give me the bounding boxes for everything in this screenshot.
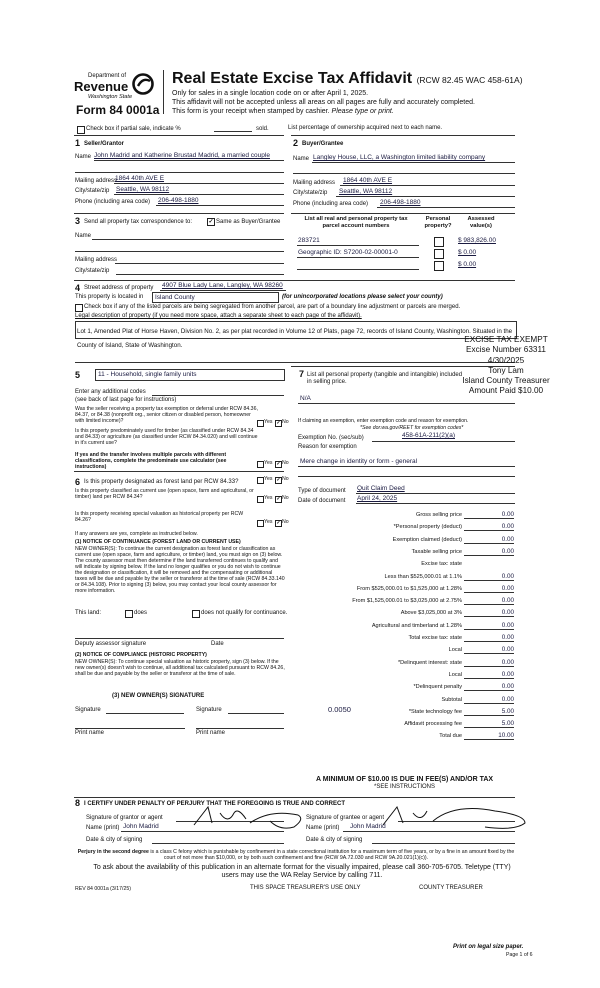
tax-row-value[interactable]: 0.00 xyxy=(464,548,514,556)
land-does-checkbox[interactable] xyxy=(125,610,133,618)
sec6-q2-yes-label: Yes xyxy=(264,495,273,501)
tax-row-label: *Delinquent penalty xyxy=(413,684,462,691)
notice1-body: NEW OWNER(S): To continue the current designation as forest land or classification as current use (open space, farm and agriculture, or timber) land, you must sign on (3) below. The county assessor must then determine if the land transferred continues to qualify and will indicate by signing below. If the land no longer qualifies or you do not wish to continue the designation or classification, it will be removed and the compensating or additional taxes will be due and payable by the seller or transferor at the time of sale (RCW 84.33.140 or 84.34.108). Prior to signing (3) below, you may contact your local county assessor for more information. xyxy=(75,546,285,594)
buyer-name-line xyxy=(312,162,515,163)
parcels-h3: Assessed value(s) xyxy=(467,216,495,229)
county-treasurer: COUNTY TREASURER xyxy=(419,885,483,891)
sec6-q1: Is this property designated as forest land per RCW 84.33? xyxy=(84,479,239,485)
tax-row-label: Gross selling price xyxy=(415,512,462,518)
tax-row-value[interactable]: 0.00 xyxy=(464,536,514,544)
tax-row-value[interactable]: 5.00 xyxy=(464,708,514,716)
perjury-text: is a class C felony which is punishable by confinement in a state correctional institution for a maximum term of five years, or by a fine in an amount fixed by the court of not more than $10,000, or by both such confinement and fine (RCW 9A.72.030 and RCW 9A.20.021(1)(c)). xyxy=(148,849,515,861)
notice2-body: NEW OWNER(S): To continue special valuation as historic property, sign (3) below. If the new owner(s) doesn't wish to continue, all additional tax calculated pursuant to RCW 84.26, shall be due and payable by the seller or transferor at the time of sale. xyxy=(75,659,285,677)
tax-row-label: Local xyxy=(448,647,462,654)
stamp-line4: Tony Lam xyxy=(488,365,524,375)
parcel-row-1: 283721 xyxy=(298,237,320,244)
grantee-signature-scribble xyxy=(375,801,545,835)
perjury-bold: Perjury in the second degree xyxy=(77,849,149,855)
grantee-name-value: John Madrid xyxy=(350,823,386,830)
tax-row-value[interactable]: 0.00 xyxy=(464,609,514,617)
tax-row-label: *Personal property (deduct) xyxy=(393,524,462,531)
grantor-date-label: Date & city of signing xyxy=(86,837,143,843)
form-title-ref: (RCW 82.45 WAC 458-61A) xyxy=(416,75,523,85)
sec5-q2-no[interactable]: ✓ xyxy=(276,461,281,467)
tax-row-label: Affidavit processing fee xyxy=(404,721,462,728)
tax-row-value[interactable]: 10.00 xyxy=(464,732,514,740)
legal-paper-note: Print on legal size paper. xyxy=(453,944,524,950)
tax-row-label: Excise tax: state xyxy=(421,561,462,568)
see-instructions: *SEE INSTRUCTIONS xyxy=(374,784,436,790)
sec7-top-rule xyxy=(291,366,515,367)
doc-date-value: April 24, 2025 xyxy=(357,495,398,502)
seller-phone-label: Phone (including area code) xyxy=(75,199,151,205)
sec5-q2-no-label: No xyxy=(282,460,289,466)
tax-row-label: *Delinquent interest: state xyxy=(397,659,462,666)
tax-row-value[interactable]: 0.00 xyxy=(464,671,514,679)
county-select-value: Island County xyxy=(155,294,195,301)
sec5-q2-yes-label: Yes xyxy=(264,460,273,466)
stamp-line6: Amount Paid $10.00 xyxy=(468,386,544,396)
corr-name-line2 xyxy=(75,251,284,252)
owner-print-line-1 xyxy=(75,728,185,729)
tax-row-label: From $525,000.01 to $1,525,000 at 1.28% xyxy=(356,585,462,592)
grantee-date-label: Date & city of signing xyxy=(306,837,363,843)
sec6-q2: Is this property classified as current use (open space, farm and agricultural, or timber) land per RCW 84.34? xyxy=(75,488,254,500)
form-number: Form 84 0001a xyxy=(76,103,160,117)
seller-city-value: Seattle, WA 98112 xyxy=(116,186,170,193)
seller-name-line xyxy=(94,160,284,161)
location-address: 4907 Blue Lady Lane, Langley, WA 98260 xyxy=(162,282,283,289)
land-does-not-label: does not qualify for continuance. xyxy=(201,610,288,616)
seller-heading: Seller/Grantor xyxy=(84,141,125,147)
stamp-line5: Island County Treasurer xyxy=(462,376,550,386)
dept-line3: Washington State xyxy=(88,94,133,100)
treasurer-use: THIS SPACE TREASURER'S USE ONLY xyxy=(250,885,361,891)
header-line2: This affidavit will not be accepted unless all areas on all pages are fully and accurately completed. xyxy=(172,99,475,106)
sec5-q1-no-label: No xyxy=(282,419,289,425)
parcel-line-3 xyxy=(297,269,419,270)
sec6-q3-no-label: No xyxy=(282,519,289,525)
assessed-value-1: $ 983,826.00 xyxy=(458,237,496,244)
this-land-label: This land: xyxy=(75,610,102,616)
buyer-city-value: Seattle, WA 98112 xyxy=(339,188,393,195)
reason-label: Reason for exemption xyxy=(298,444,357,450)
sec6-q3-no[interactable]: ✓ xyxy=(276,520,281,526)
grantee-date-line xyxy=(372,843,515,844)
reason-line-2 xyxy=(298,476,515,477)
stamp-line2: Excise Number 63311 xyxy=(466,345,546,355)
seller-name-label: Name xyxy=(75,154,92,160)
sec8-top-rule xyxy=(74,797,515,798)
tax-row-value[interactable]: 0.00 xyxy=(464,597,514,605)
page-number: Page 1 of 6 xyxy=(506,952,533,958)
header-divider xyxy=(163,70,164,114)
corr-city-line xyxy=(116,274,284,275)
tax-row-label: Taxable selling price xyxy=(411,548,462,555)
exempt-no-value: 458-61A-211(2)(a) xyxy=(402,432,455,439)
sec6-q2-no[interactable]: ✓ xyxy=(276,496,281,502)
partial-sale-line xyxy=(214,131,252,132)
grantee-name-label: Name (print) xyxy=(306,825,340,831)
segregated-label: Check box if any of the listed parcels are being segregated from another parcel, are part of a boundary line adjustment or parcels are merged. xyxy=(84,304,461,310)
doc-type-line xyxy=(356,493,515,494)
minimum-due: A MINIMUM OF $10.00 IS DUE IN FEE(S) AND/OR TAX xyxy=(316,776,494,783)
land-does-label: does xyxy=(134,610,148,616)
notice3-head: (3) NEW OWNER(S) SIGNATURE xyxy=(112,693,205,699)
seller-mail-value: 1864 40th AVE E xyxy=(115,175,165,182)
seller-name-value: John Madrid and Katherine Brustad Madrid, a married couple xyxy=(94,152,270,159)
location-num: 4 xyxy=(75,283,81,293)
tax-row-label: Exemption claimed (deduct) xyxy=(392,536,462,543)
add-codes-note: (see back of last page for instructions) xyxy=(75,397,177,403)
sec6-q1-yes-label: Yes xyxy=(264,476,273,482)
exempt-no-line xyxy=(372,441,515,442)
sec6-q1-no[interactable]: ✓ xyxy=(276,477,281,483)
tax-row-value[interactable]: 0.00 xyxy=(464,683,514,691)
corr-city-label: City/state/zip xyxy=(75,268,110,274)
sec7-line-1 xyxy=(298,403,515,404)
tax-row-label: *State technology fee xyxy=(408,708,462,715)
sec6-q3: Is this property receiving special valuation as historical property per RCW 84.26? xyxy=(75,511,244,523)
exempt-claim: If claiming an exemption, enter exemption code and reason for exemption. xyxy=(298,418,469,424)
exempt-no-label: Exemption No. (sec/sub) xyxy=(298,435,364,441)
personal-property-checkbox-3[interactable] xyxy=(434,261,444,271)
buyer-heading: Buyer/Grantee xyxy=(302,141,344,147)
corr-text: Send all property tax correspondence to: xyxy=(84,219,193,225)
county-select[interactable] xyxy=(152,292,279,303)
same-as-buyer-checkbox[interactable]: ✓ xyxy=(208,219,214,225)
corr-name-label: Name xyxy=(75,233,92,239)
deputy-sig-line xyxy=(75,638,284,639)
header-line1: Only for sales in a single location code on or after April 1, 2025. xyxy=(172,90,369,97)
sec5-q1: Was the seller receiving a property tax exemption or deferral under RCW 84.36, 84.37, or 84.38 (nonprofit org., senior citizen or disabled person, homeowner with limited income)? xyxy=(75,406,258,424)
parcels-top-rule xyxy=(291,213,515,214)
dept-line1: Department of xyxy=(88,73,127,79)
sec5-q2: Is this property predominately used for timber (as classified under RCW 84.34 and 84.33) or agriculture (as classified under RCW 84.34.020) and will continue in it's current use? xyxy=(75,428,258,446)
assessed-value-2: $ 0.00 xyxy=(458,249,477,256)
sec4-top-rule xyxy=(74,280,515,281)
tax-row-label: From $1,525,000.01 to $3,025,000 at 2.75% xyxy=(352,598,462,605)
sec7-text: List all personal property (tangible and intangible) included in selling price. xyxy=(307,372,463,385)
sec6-q1-yes[interactable] xyxy=(257,477,264,484)
tax-row-value[interactable]: 5.00 xyxy=(464,720,514,728)
tax-row-value[interactable]: 0.00 xyxy=(464,646,514,654)
owner-sig-label-1: Signature xyxy=(75,707,101,713)
grantor-name-value: John Madrid xyxy=(123,823,159,830)
owner-print-line-2 xyxy=(196,728,284,729)
add-codes-line xyxy=(152,395,284,396)
buyer-phone-value: 206-498-1880 xyxy=(380,199,421,206)
tax-row-label: Local xyxy=(448,671,462,678)
location-label: Street address of property xyxy=(84,285,154,291)
buyer-mail-line xyxy=(340,185,515,186)
seller-num: 1 xyxy=(75,138,81,148)
parcels-h1: List all real and personal property tax parcel account numbers xyxy=(304,216,408,229)
buyer-phone-label: Phone (including area code) xyxy=(293,201,369,207)
sec6-top-rule xyxy=(74,471,284,472)
seller-name-line2 xyxy=(75,172,284,173)
sec6-q3-yes-label: Yes xyxy=(264,519,273,525)
personal-property-checkbox-2[interactable] xyxy=(434,249,444,259)
form-title-text: Real Estate Excise Tax Affidavit xyxy=(172,70,413,87)
tax-row-value[interactable]: 0.00 xyxy=(464,659,514,667)
dept-line2: Revenue xyxy=(74,79,129,94)
grantee-sig-label: Signature of grantee or agent xyxy=(306,815,385,821)
doc-type-label: Type of document xyxy=(298,488,346,494)
doc-date-label: Date of document xyxy=(298,498,346,504)
sec6-q1-no-label: No xyxy=(282,476,289,482)
seller-phone-value: 206-498-1880 xyxy=(158,197,199,204)
sec1-top-rule xyxy=(74,135,284,136)
accessibility-notice: To ask about the availability of this publication in an alternate format for the visually impaired, please call 360-705-6705. Teletype (TTY) users may use the WA Relay Service by calling 711. xyxy=(93,864,511,879)
location-address-line xyxy=(160,290,286,291)
seller-city-label: City/state/zip xyxy=(75,188,110,194)
grantor-signature-scribble xyxy=(190,803,310,833)
tax-row-value[interactable]: 0.00 xyxy=(464,523,514,531)
tax-row-value[interactable]: 0.00 xyxy=(464,634,514,642)
sec5-q2-yes[interactable] xyxy=(257,461,264,468)
county-note: (for unincorporated locations please select your county) xyxy=(282,294,443,300)
corr-name-line xyxy=(92,239,284,240)
header-line3-text: This form is your receipt when stamped by cashier. xyxy=(172,108,330,115)
land-does-not-checkbox[interactable] xyxy=(192,610,200,618)
buyer-num: 2 xyxy=(293,138,299,148)
buyer-mail-value: 1864 40th AVE E xyxy=(343,177,393,184)
property-use-value: 11 - Household, single family units xyxy=(98,371,197,378)
notice1-head: (1) NOTICE OF CONTINUANCE (FOREST LAND OR CURRENT USE) xyxy=(75,539,241,545)
revenue-swoosh-icon xyxy=(132,73,154,95)
perjury-notice xyxy=(74,849,518,861)
grantor-name-line xyxy=(121,831,284,832)
partial-sale-checkbox[interactable] xyxy=(77,126,85,134)
owner-print-label-2: Print name xyxy=(196,730,226,736)
buyer-phone-line xyxy=(377,207,515,208)
corr-mail-label: Mailing address xyxy=(75,257,118,263)
tax-row-label: Agricultural and timberland at 1.28% xyxy=(371,622,462,629)
doc-type-value: Quit Claim Deed xyxy=(357,485,405,492)
certify-text: I CERTIFY UNDER PENALTY OF PERJURY THAT THE FOREGOING IS TRUE AND CORRECT xyxy=(84,801,346,807)
seller-mail-line xyxy=(114,183,284,184)
sec6-q3-yes[interactable] xyxy=(257,520,264,527)
personal-property-checkbox-1[interactable] xyxy=(434,237,444,247)
grantee-name-line xyxy=(343,831,515,832)
tax-row-label: Total due xyxy=(439,733,462,740)
sec3-top-rule xyxy=(74,213,284,214)
tax-row-value[interactable]: 0.00 xyxy=(464,573,514,581)
county-label: This property is located in xyxy=(75,294,144,300)
deputy-label: Deputy assessor signature xyxy=(75,641,147,647)
parcel-row-2: Geographic ID: S7200-02-00001-0 xyxy=(298,249,398,256)
tax-row-label: Subtotal xyxy=(441,696,462,703)
stamp-line3: 4/30/2025 xyxy=(487,355,525,365)
reason-value: Mere change in identity or form - general xyxy=(300,458,418,465)
owner-sig-label-2: Signature xyxy=(196,707,222,713)
stamp-line1: EXCISE TAX EXEMPT xyxy=(464,335,548,344)
ownership-note: List percentage of ownership acquired next to each name. xyxy=(288,125,443,131)
parcel-line-1 xyxy=(297,245,419,246)
parcel-line-2 xyxy=(297,257,419,258)
sec5-q1-yes-label: Yes xyxy=(264,419,273,425)
buyer-name-line2 xyxy=(293,173,515,174)
grantor-name-label: Name (print) xyxy=(86,825,120,831)
parcels-h2: Personal property? xyxy=(424,216,452,229)
header-line3 xyxy=(172,108,394,116)
sec6-q2-no-label: No xyxy=(282,495,289,501)
tax-row-label: Less than $525,000.01 at 1.1% xyxy=(384,573,462,580)
local-rate: 0.0050 xyxy=(328,705,351,714)
grantor-date-line xyxy=(152,843,284,844)
sec5-num: 5 xyxy=(75,370,81,380)
segregated-checkbox[interactable] xyxy=(75,304,83,312)
corr-mail-line xyxy=(115,263,284,264)
buyer-name-value: Langley House, LLC, a Washington limited liability company xyxy=(313,154,486,161)
tax-row-value[interactable]: 0.00 xyxy=(464,696,514,704)
buyer-city-line xyxy=(336,196,515,197)
sec6-num: 6 xyxy=(75,477,81,487)
partial-sale-label: Check box if partial sale, indicate % xyxy=(86,126,181,132)
sec5-q1-no[interactable]: ✓ xyxy=(276,420,281,426)
doc-date-line xyxy=(356,503,515,504)
sec8-num: 8 xyxy=(75,798,81,808)
add-codes-label: Enter any additional codes xyxy=(75,389,146,395)
deputy-date-label: Date xyxy=(211,641,224,647)
legal-description: Lot 1, Amended Plat of Horse Haven, Division No. 2, as per plat recorded in Volume 12 of Plats, page 72, records of Island County, Washington. Situated in the County of Island, State of Washington. xyxy=(77,328,513,349)
personal-property-value: N/A xyxy=(300,395,311,402)
legal-label: Legal description of property (if you need more space, attach a separate sheet to each page of the affidavit). xyxy=(75,313,362,319)
owner-sig-line-2 xyxy=(228,713,284,714)
owner-sig-line-1 xyxy=(106,713,184,714)
sec6-any-yes: If any answers are yes, complete as instructed below. xyxy=(75,531,198,537)
corr-same: Same as Buyer/Grantee xyxy=(216,219,281,225)
buyer-city-label: City/state/zip xyxy=(293,190,328,196)
assessed-value-3: $ 0.00 xyxy=(458,261,477,268)
header-line3-italic: Please type or print. xyxy=(331,108,394,115)
reason-line-1 xyxy=(298,466,515,467)
buyer-name-label: Name xyxy=(293,156,310,162)
property-use-select[interactable] xyxy=(95,369,285,381)
sec7-num: 7 xyxy=(299,369,305,379)
tax-row-value[interactable]: 0.00 xyxy=(464,622,514,630)
partial-sale-sold: sold. xyxy=(256,126,269,132)
rev-number: REV 84 0001a (3/17/25) xyxy=(75,886,131,892)
tax-row-value[interactable]: 0.00 xyxy=(464,511,514,519)
buyer-mail-label: Mailing address xyxy=(293,180,336,186)
sec2-top-rule xyxy=(291,135,515,136)
tax-row-value[interactable]: 0.00 xyxy=(464,585,514,593)
sec5-q2b: If yes and the transfer involves multiple parcels with different classifications, complete the predominate use calculator (see instructions) xyxy=(75,452,227,470)
grantor-sig-label: Signature of grantor or agent xyxy=(86,815,163,821)
form-title xyxy=(172,70,523,88)
seller-phone-line xyxy=(156,205,284,206)
notice2-head: (2) NOTICE OF COMPLIANCE (HISTORIC PROPERTY) xyxy=(75,652,207,658)
seller-mail-label: Mailing address xyxy=(75,178,118,184)
corr-num: 3 xyxy=(75,216,81,226)
seller-city-line xyxy=(114,194,284,195)
tax-row-label: Above $3,025,000 at 3% xyxy=(400,610,462,617)
sec6-q2-yes[interactable] xyxy=(257,496,264,503)
exempt-note: *See dor.wa.gov/REET for exemption codes* xyxy=(360,425,464,431)
tax-row-label: Total excise tax: state xyxy=(408,635,462,641)
owner-print-label-1: Print name xyxy=(75,730,105,736)
sec5-q1-yes[interactable] xyxy=(257,420,264,427)
